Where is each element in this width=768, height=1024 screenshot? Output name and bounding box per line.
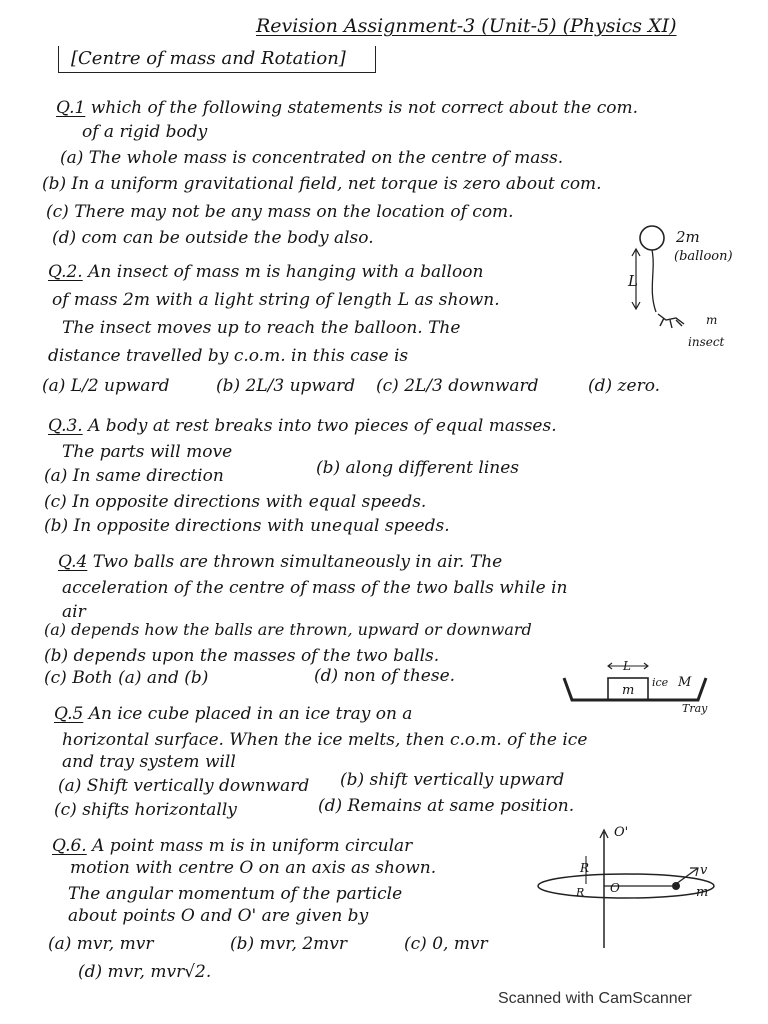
option-a: (a) mvr, mvr xyxy=(48,934,154,954)
question-number: Q.2. xyxy=(48,262,83,282)
option-a: (a) Shift vertically downward xyxy=(58,776,310,796)
balloon-mass-label: 2m xyxy=(676,228,700,246)
tray-mass-label: M xyxy=(678,675,692,690)
question-number: Q.3. xyxy=(48,416,83,436)
scanner-watermark: Scanned with CamScanner xyxy=(498,990,692,1007)
option-d: (d) non of these. xyxy=(314,666,456,686)
option-a: (a) The whole mass is concentrated on the centre of mass. xyxy=(60,148,564,168)
mass-label: m xyxy=(696,885,709,900)
string-line xyxy=(652,250,656,312)
question-text: A point mass m is in uniform circular xyxy=(92,836,413,856)
option-c: (c) Both (a) and (b) xyxy=(44,668,209,688)
cube-mass-label: m xyxy=(622,683,635,698)
centre-label: O xyxy=(610,881,620,895)
option-c: (c) 2L/3 downward xyxy=(376,376,539,396)
option-a: (a) depends how the balls are thrown, upward or downward xyxy=(44,620,532,639)
question-text: air xyxy=(62,602,86,622)
option-c: (c) In opposite directions with equal speeds. xyxy=(44,492,427,512)
question-text: distance travelled by c.o.m. in this case is xyxy=(48,346,409,366)
option-d: (b) In opposite directions with unequal speeds. xyxy=(44,516,450,536)
topic-label: [Centre of mass and Rotation] xyxy=(71,48,346,69)
question-text: motion with centre O on an axis as shown. xyxy=(70,858,437,878)
balloon-shape xyxy=(640,226,664,250)
option-b: (b) shift vertically upward xyxy=(340,770,565,790)
question-text: The insect moves up to reach the balloon. The xyxy=(62,318,461,338)
option-c: (c) There may not be any mass on the location of com. xyxy=(46,202,514,222)
question-text: about points O and O' are given by xyxy=(68,906,369,926)
option-a: (a) In same direction xyxy=(44,466,224,486)
question-text: which of the following statements is not correct about the com. xyxy=(90,98,639,118)
option-d: (d) zero. xyxy=(588,376,661,396)
option-b: (b) along different lines xyxy=(316,458,519,478)
radius-label: R xyxy=(576,886,585,899)
question-text: acceleration of the centre of mass of the two balls while in xyxy=(62,578,568,598)
question-number: Q.1 xyxy=(56,98,86,118)
option-d: (d) com can be outside the body also. xyxy=(52,228,374,248)
insect-mass-label: m xyxy=(706,313,718,327)
option-d: (d) Remains at same position. xyxy=(318,796,575,816)
question-text: The angular momentum of the particle xyxy=(68,884,403,904)
ice-tray-figure xyxy=(560,656,720,720)
tray-label: Tray xyxy=(682,702,708,715)
option-b: (b) mvr, 2mvr xyxy=(230,934,348,954)
question-text: An ice cube placed in an ice tray on a xyxy=(88,704,413,724)
option-c: (c) 0, mvr xyxy=(404,934,488,954)
balloon-caption: (balloon) xyxy=(674,249,733,264)
option-d: (d) mvr, mvr√2. xyxy=(78,962,212,982)
velocity-label: v xyxy=(700,863,708,878)
ice-label: ice xyxy=(652,676,669,689)
height-label: R xyxy=(580,861,590,875)
question-text: of a rigid body xyxy=(82,122,208,142)
length-label: L xyxy=(628,272,638,290)
question-text: and tray system will xyxy=(62,752,236,772)
question-number: Q.5 xyxy=(54,704,84,724)
option-b: (b) 2L/3 upward xyxy=(216,376,356,396)
question-number: Q.4 xyxy=(58,552,88,572)
option-b: (b) depends upon the masses of the two balls. xyxy=(44,646,440,666)
circular-motion-figure xyxy=(530,822,730,952)
question-text: Two balls are thrown simultaneously in air. The xyxy=(92,552,503,572)
question-number: Q.6. xyxy=(52,836,87,856)
option-a: (a) L/2 upward xyxy=(42,376,170,396)
question-text: An insect of mass m is hanging with a balloon xyxy=(88,262,484,282)
length-label: L xyxy=(623,659,631,673)
option-c: (c) shifts horizontally xyxy=(54,800,237,820)
insect-icon xyxy=(658,314,684,328)
question-text: The parts will move xyxy=(62,442,233,462)
assignment-title: Revision Assignment-3 (Unit-5) (Physics XI) xyxy=(256,15,677,37)
question-text: of mass 2m with a light string of length L as shown. xyxy=(52,290,500,310)
axis-top-label: O' xyxy=(614,825,629,840)
insect-caption: insect xyxy=(688,335,725,349)
question-text: horizontal surface. When the ice melts, then c.o.m. of the ice xyxy=(62,730,588,750)
option-b: (b) In a uniform gravitational field, net torque is zero about com. xyxy=(42,174,602,194)
question-text: A body at rest breaks into two pieces of equal masses. xyxy=(88,416,557,436)
balloon-insect-figure xyxy=(620,220,760,350)
topic-box xyxy=(58,46,376,73)
